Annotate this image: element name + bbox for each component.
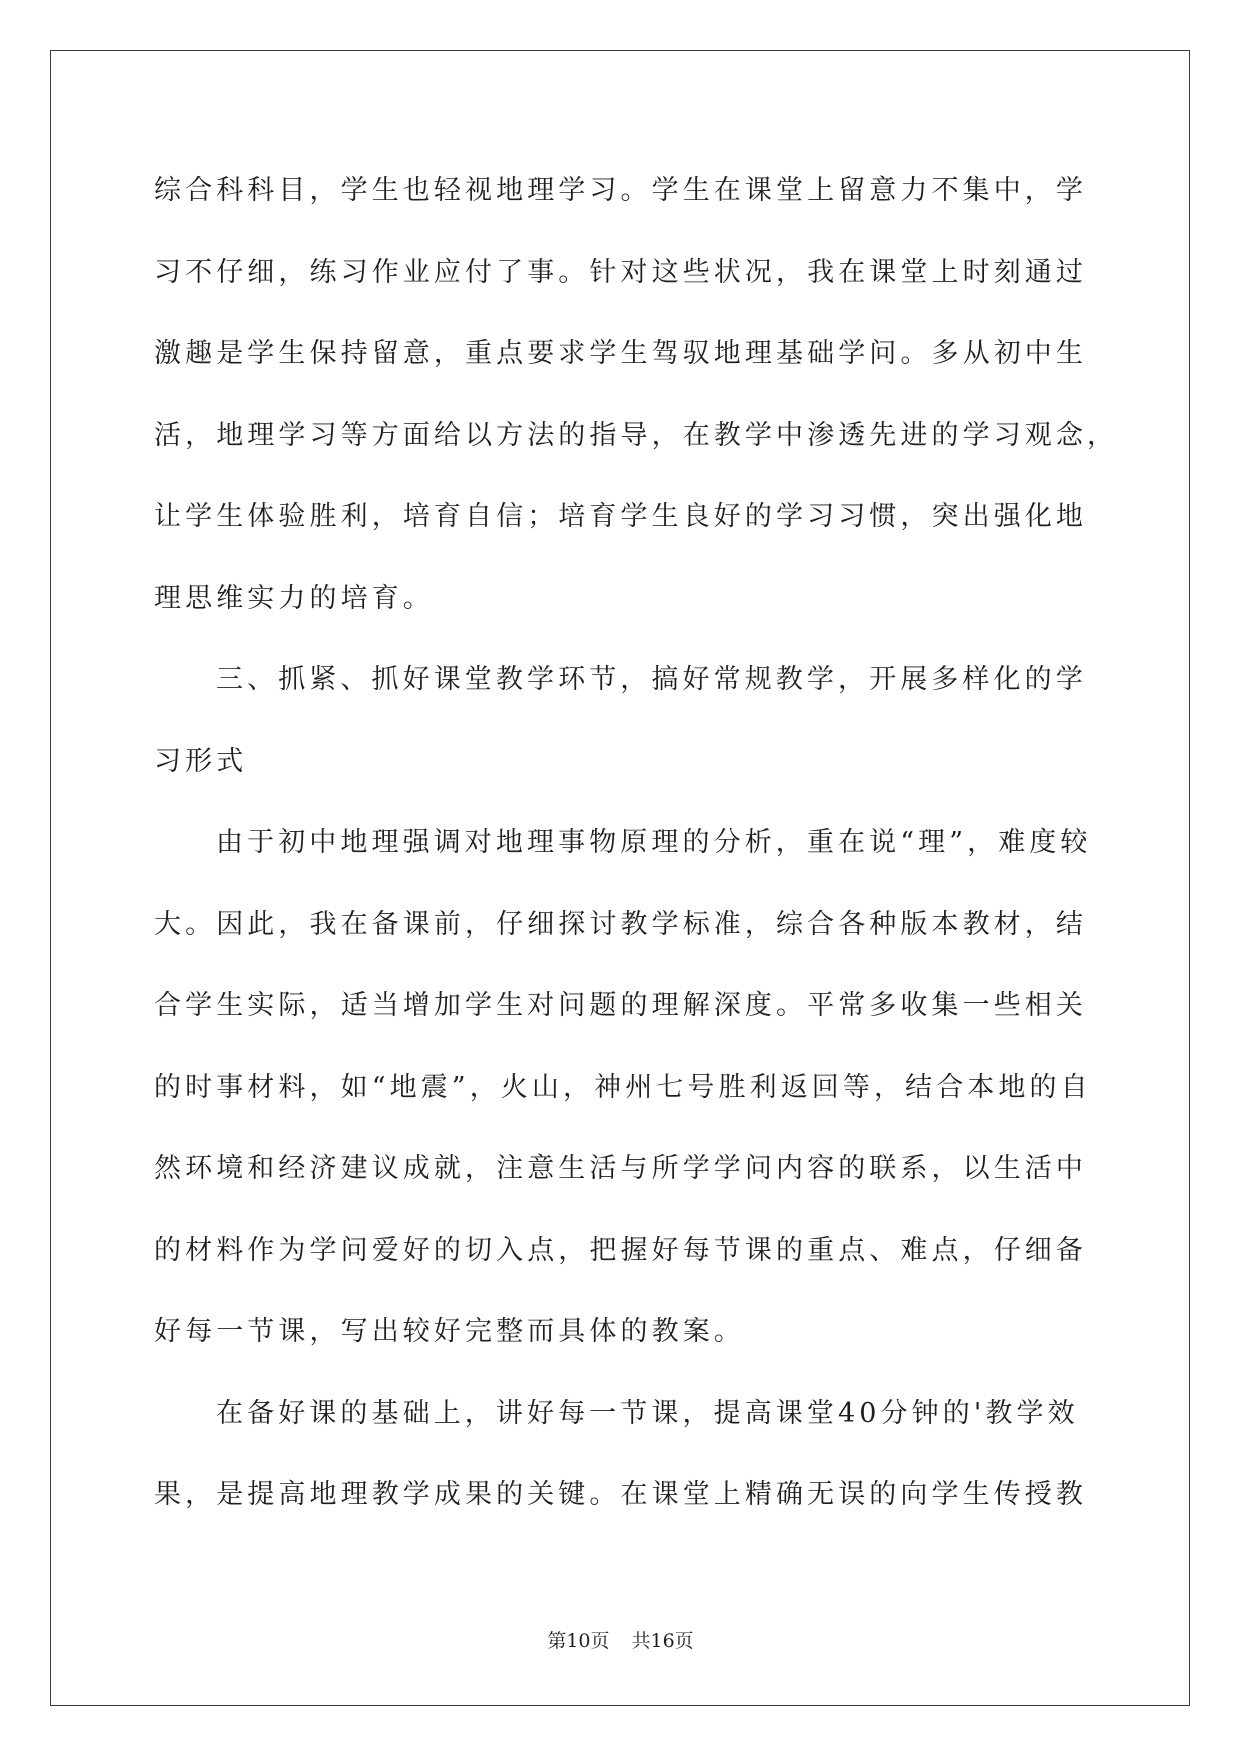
- text-line: 的材料作为学问爱好的切入点，把握好每节课的重点、难点，仔细备: [154, 1234, 1087, 1266]
- text-line: 让学生体验胜利，培育自信；培育学生良好的学习习惯，突出强化地: [154, 501, 1087, 532]
- page-footer: [0, 1626, 1241, 1656]
- text-line: 由于初中地理强调对地理事物原理的分析，重在说“理”，难度较: [216, 827, 1092, 858]
- text-line: 的时事材料，如“地震”，火山，神州七号胜利返回等，结合本地的自: [154, 1071, 1092, 1103]
- text-line: 理思维实力的培育。: [154, 582, 434, 614]
- text-line: 果，是提高地理教学成果的关键。在课堂上精确无误的向学生传授教: [154, 1479, 1087, 1510]
- text-line: 然环境和经济建议成就，注意生活与所学学问内容的联系，以生活中: [154, 1153, 1087, 1184]
- document-body: [154, 150, 1154, 1536]
- text-line: 在备好课的基础上，讲好每一节课，提高课堂40分钟的'教学效: [216, 1397, 1079, 1429]
- text-line: 大。因此，我在备课前，仔细探讨教学标准，综合各种版本教材，结: [154, 908, 1087, 940]
- text-line: 三、抓紧、抓好课堂教学环节，搞好常规教学，开展多样化的学: [216, 664, 1087, 695]
- text-line: 综合科科目，学生也轻视地理学习。学生在课堂上留意力不集中，学: [154, 175, 1087, 206]
- total-pages-label: 共16页: [631, 1630, 694, 1652]
- paragraph: [154, 150, 1154, 639]
- paragraph: [154, 802, 1154, 1373]
- text-line: 好每一节课，写出较好完整而具体的教案。: [154, 1316, 745, 1347]
- current-page-label: 第10页: [547, 1630, 610, 1652]
- text-line: 活，地理学习等方面给以方法的指导，在教学中渗透先进的学习观念，: [154, 419, 1119, 451]
- paragraph: [154, 1373, 1154, 1536]
- text-line: 合学生实际，适当增加学生对问题的理解深度。平常多收集一些相关: [154, 990, 1087, 1021]
- text-line: 习形式: [154, 745, 248, 777]
- text-line: 习不仔细，练习作业应付了事。针对这些状况，我在课堂上时刻通过: [154, 256, 1087, 288]
- text-line: 激趣是学生保持留意，重点要求学生驾驭地理基础学问。多从初中生: [154, 338, 1087, 369]
- section-heading: [154, 639, 1154, 802]
